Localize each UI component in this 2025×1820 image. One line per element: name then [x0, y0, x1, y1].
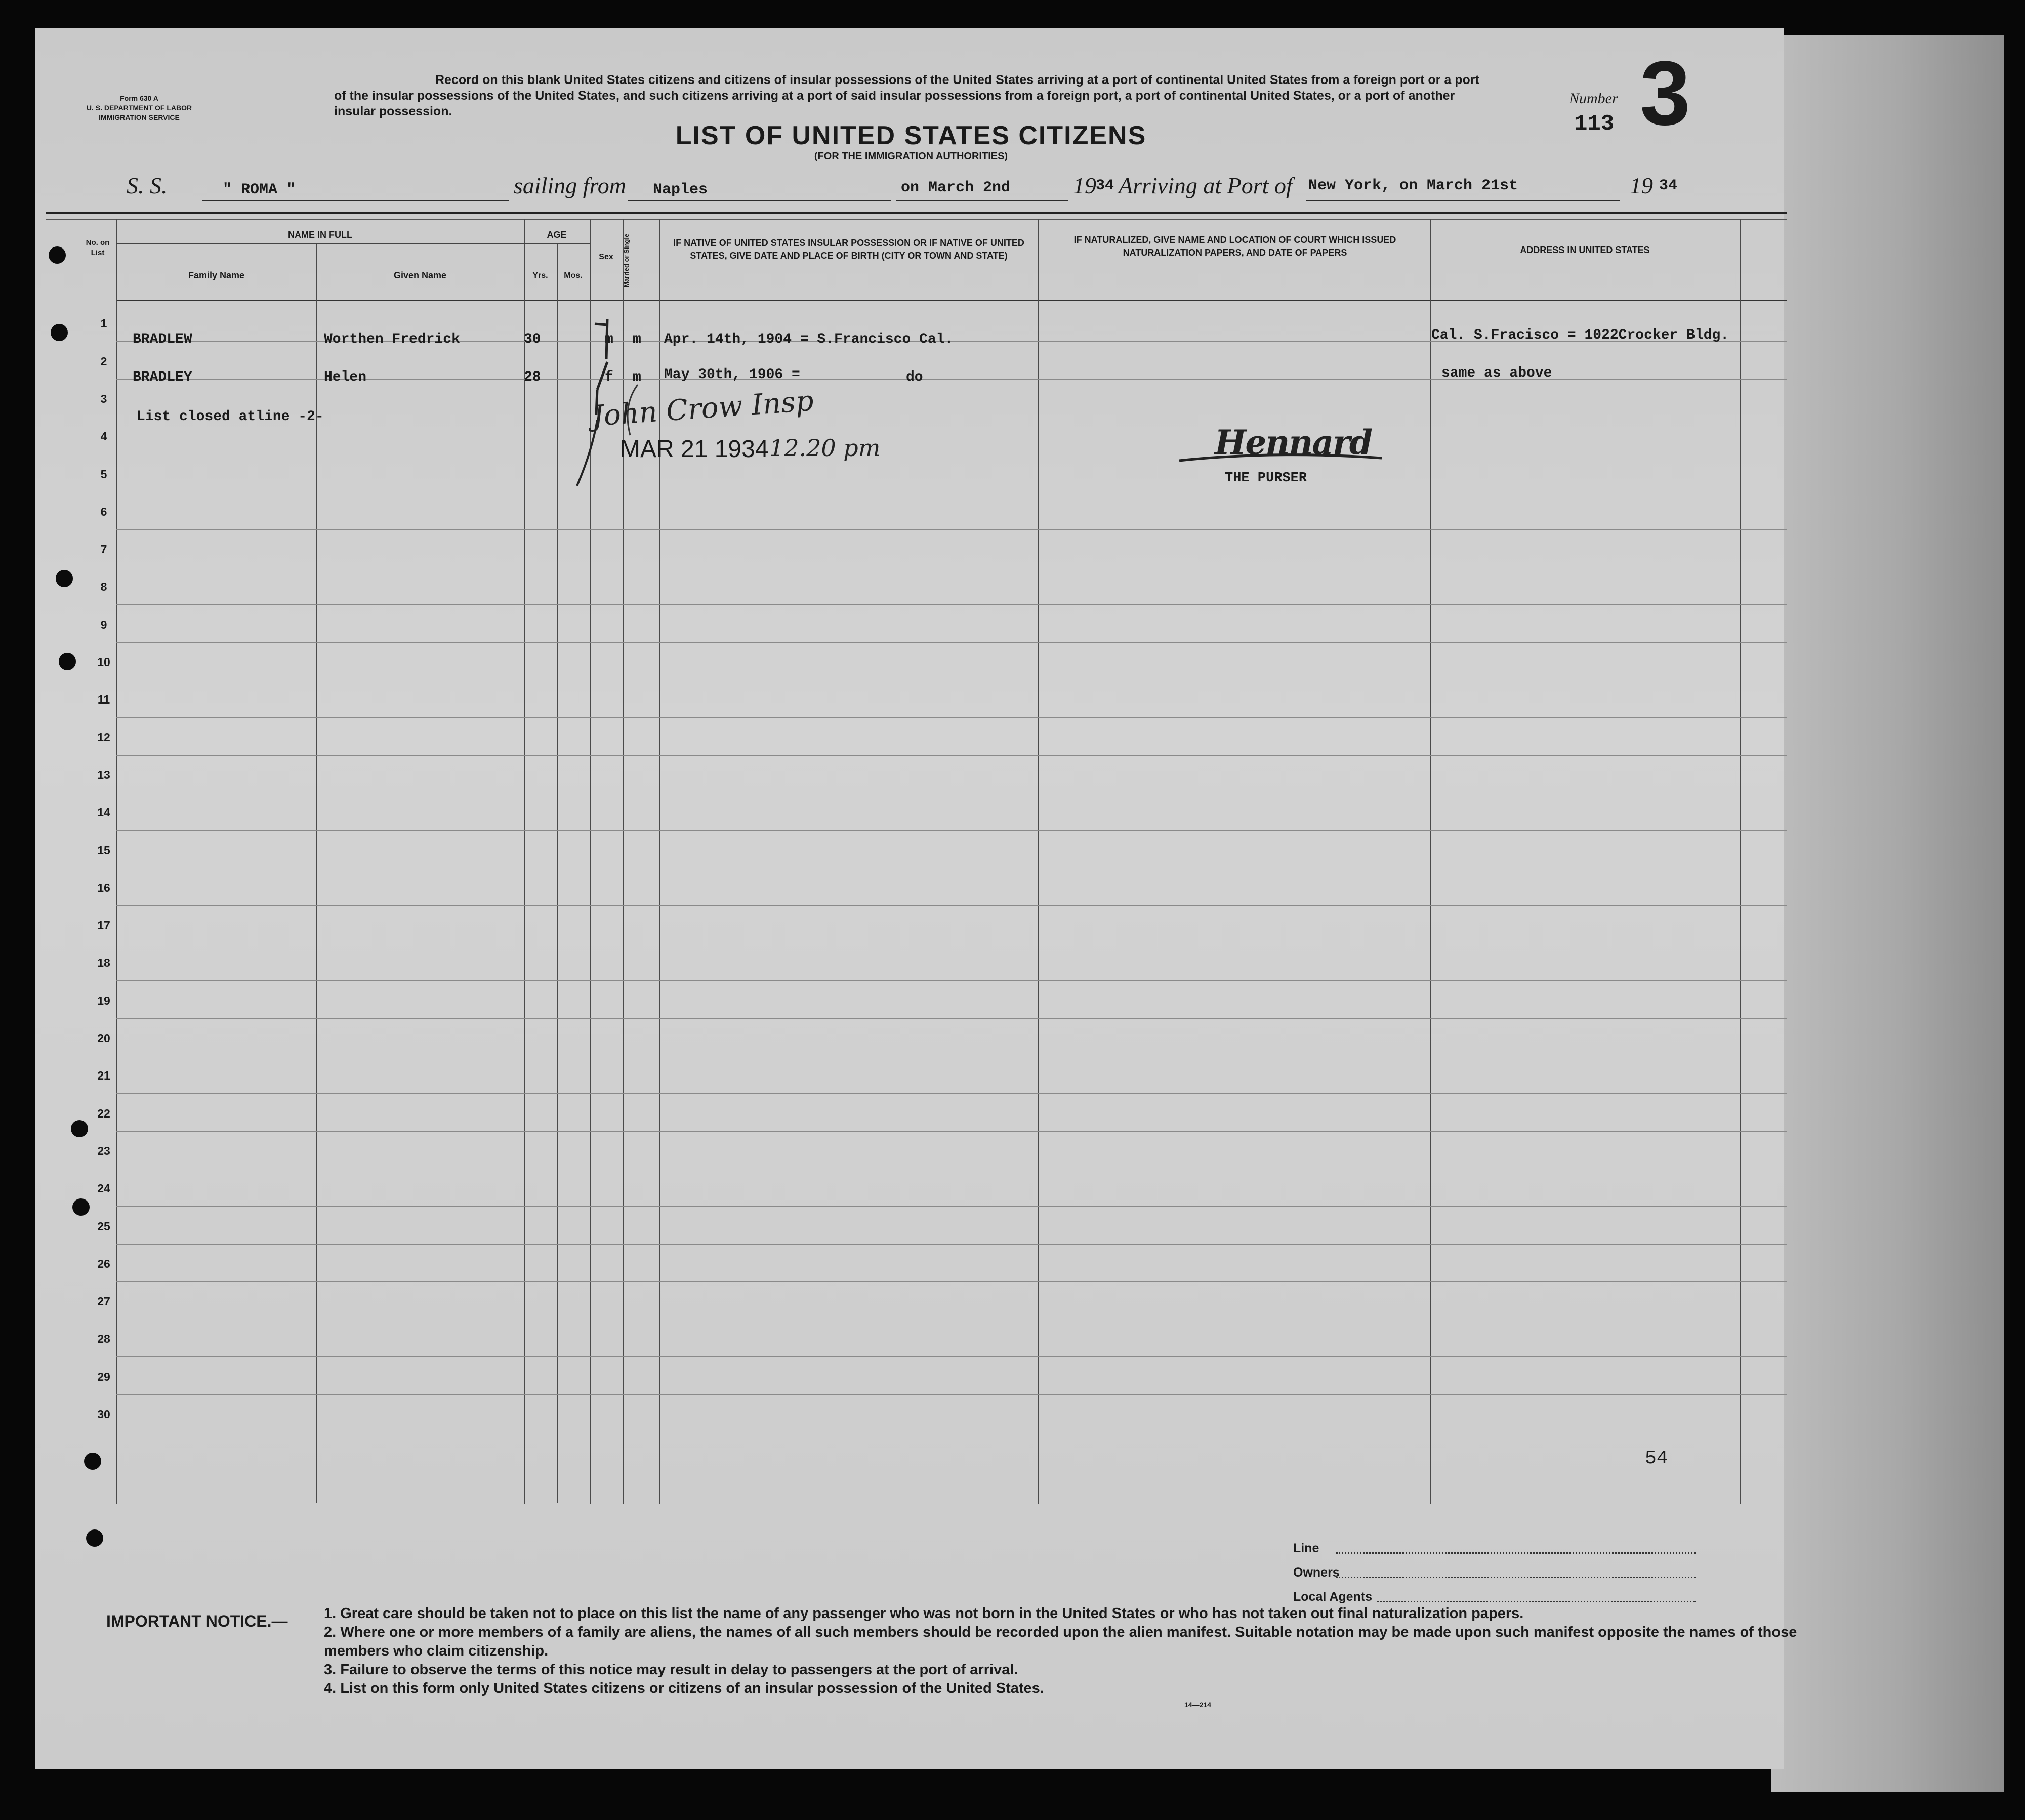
ruled-line [116, 1018, 1787, 1019]
owners-label: Owners [1293, 1565, 1340, 1580]
local-agents-label: Local Agents [1293, 1590, 1373, 1604]
ruled-line [116, 642, 1787, 643]
departure-year-prefix: 19 [1073, 173, 1096, 198]
department-name: U. S. DEPARTMENT OF LABOR [86, 104, 192, 112]
entry-2-address: same as above [1441, 365, 1552, 381]
arrival-port-date: New York, on March 21st [1308, 177, 1518, 194]
row-number: 26 [97, 1257, 110, 1270]
punch-hole [56, 570, 73, 587]
entry-2-birth-ditto: do [906, 369, 923, 385]
line-field[interactable] [1336, 1551, 1696, 1554]
entry-1-married: m [633, 332, 641, 347]
punch-hole [51, 324, 68, 341]
entry-1-family: BRADLEW [133, 332, 192, 347]
row-number: 19 [97, 994, 110, 1007]
row-number: 24 [97, 1182, 110, 1195]
notice-item-4: 4. List on this form only United States citizens or citizens of an insular possession of the United States. [324, 1680, 1044, 1697]
col-header-given: Given Name [393, 270, 447, 280]
col-header-married: Married or Single [623, 233, 630, 288]
entry-2-yrs: 28 [524, 369, 541, 385]
col-header-native: IF NATIVE OF UNITED STATES INSULAR POSSESSION OR IF NATIVE OF UNITED STATES, GIVE DATE AND PLACE OF BIRTH (CITY OR TOWN AND STATE) [673, 238, 1024, 261]
row-number: 14 [97, 806, 110, 819]
manifest-page [35, 28, 1784, 1769]
entry-1-given: Worthen Fredrick [324, 332, 460, 347]
notice-item-3: 3. Failure to observe the terms of this notice may result in delay to passengers at the port of arrival. [324, 1662, 1018, 1678]
ruled-line [116, 1281, 1787, 1282]
notice-heading: IMPORTANT NOTICE.— [106, 1612, 288, 1630]
sailing-from-label: sailing from [514, 173, 626, 198]
owners-field[interactable] [1336, 1576, 1696, 1578]
ruled-line [116, 755, 1787, 756]
col-header-name: NAME IN FULL [288, 230, 352, 240]
row-number: 29 [97, 1370, 110, 1383]
underlying-sheet [1771, 35, 2004, 1792]
form-number: Form 630 A [120, 94, 158, 102]
signature-underline [1174, 445, 1387, 466]
number-label: Number [1569, 90, 1618, 107]
row-number: 27 [97, 1295, 110, 1308]
row-number: 16 [97, 881, 110, 894]
row-number: 1 [100, 317, 107, 330]
line-label: Line [1293, 1541, 1319, 1555]
row-number: 9 [100, 617, 107, 631]
list-number: 3 [1640, 43, 1691, 144]
ruled-line [116, 717, 1787, 718]
departure-port: Naples [653, 181, 708, 198]
departure-year: 34 [1096, 177, 1114, 194]
ruled-line [116, 1356, 1787, 1357]
ruled-line [116, 1394, 1787, 1395]
arrival-year-prefix: 19 [1630, 173, 1653, 198]
col-header-sex: Sex [599, 253, 613, 261]
ruled-line [116, 1206, 1787, 1207]
entry-1-sex: m [605, 332, 613, 347]
entry-1-address: Cal. S.Fracisco = 1022Crocker Bldg. [1431, 327, 1729, 343]
row-number: 12 [97, 730, 110, 744]
entry-2-sex: f [605, 369, 613, 385]
entry-2-given: Helen [324, 369, 367, 385]
notice-item-1: 1. Great care should be taken not to place on this list the name of any passenger who was not born in the United States or who has not taken out final naturalization papers. [324, 1605, 1524, 1622]
row-number: 20 [97, 1031, 110, 1045]
list-closed-note: List closed atline -2- [137, 409, 324, 425]
entry-1-yrs: 30 [524, 332, 541, 347]
row-number: 4 [100, 430, 107, 443]
col-header-age: AGE [547, 230, 567, 240]
page-subtitle: (FOR THE IMMIGRATION AUTHORITIES) [814, 151, 1008, 162]
page-number: 54 [1645, 1447, 1668, 1469]
stamped-number: 113 [1574, 111, 1615, 137]
row-number: 6 [100, 505, 107, 518]
entry-2-birth: May 30th, 1906 = [664, 367, 800, 383]
ss-label: S. S. [127, 173, 168, 198]
ruled-line [116, 830, 1787, 831]
entry-2-married: m [633, 369, 641, 385]
row-number: 2 [100, 354, 107, 368]
row-number: 3 [100, 392, 107, 405]
row-number: 17 [97, 919, 110, 932]
row-number: 23 [97, 1144, 110, 1157]
print-code: 14—214 [1184, 1701, 1211, 1709]
col-header-naturalized: IF NATURALIZED, GIVE NAME AND LOCATION OF COURT WHICH ISSUED NATURALIZATION PAPERS, AND DATE OF PAPERS [1073, 235, 1396, 258]
local-agents-field[interactable] [1377, 1600, 1696, 1602]
inspector-signature: John Crow Insp [591, 384, 815, 433]
punch-hole [71, 1120, 88, 1137]
row-number: 10 [97, 655, 110, 669]
ruled-line [116, 1244, 1787, 1245]
punch-hole [84, 1453, 101, 1470]
ship-name: " ROMA " [223, 181, 296, 198]
inspection-time: 12.20 pm [769, 434, 881, 462]
departure-date: on March 2nd [901, 179, 1011, 196]
ruled-line [116, 980, 1787, 981]
arriving-label: Arriving at Port of [1119, 173, 1293, 198]
service-name: IMMIGRATION SERVICE [99, 113, 180, 121]
entry-1-birth: Apr. 14th, 1904 = S.Francisco Cal. [664, 332, 954, 347]
punch-hole [72, 1198, 90, 1216]
inspection-date-stamp: MAR 21 1934 [620, 436, 769, 463]
notice-item-2: 2. Where one or more members of a family are aliens, the names of all such members should be recorded upon the alien manifest. Suitable notation may be made upon such manifest opposite the names of those members who claim citizenship. [324, 1624, 1797, 1659]
row-number: 11 [97, 693, 110, 707]
purser-label: THE PURSER [1225, 471, 1307, 486]
col-header-mos: Mos. [564, 271, 583, 280]
ruled-line [116, 529, 1787, 530]
punch-hole [49, 246, 66, 264]
row-number: 7 [100, 543, 107, 556]
intro-instructions: Record on this blank United States citizens and citizens of insular possessions of the United States arriving at a port of continental United States from a foreign port or a port of the insular possessions of the United States, and such citizens arriving at a port of said insular possessions from a foreign port, a port of continental United States, or a port of another insular possession. [334, 73, 1479, 118]
row-number: 5 [100, 467, 107, 481]
ruled-line [116, 604, 1787, 605]
row-number: 18 [97, 956, 110, 970]
row-number: 25 [97, 1219, 110, 1233]
ruled-line [116, 1131, 1787, 1132]
col-header-address: ADDRESS IN UNITED STATES [1520, 245, 1650, 255]
row-number: 8 [100, 580, 107, 594]
col-header-no: No. on List [86, 238, 110, 257]
ruled-line [116, 905, 1787, 906]
punch-hole [59, 653, 76, 670]
purser-signature: Hennard [1215, 423, 1372, 462]
row-number: 30 [97, 1408, 110, 1421]
row-number: 21 [97, 1069, 110, 1083]
arrival-year: 34 [1659, 177, 1678, 194]
col-header-yrs: Yrs. [532, 271, 548, 280]
ruled-line [116, 1093, 1787, 1094]
row-number: 28 [97, 1332, 110, 1346]
form-identifier [76, 94, 202, 122]
row-number: 15 [97, 843, 110, 857]
punch-hole [86, 1529, 103, 1547]
page-title: LIST OF UNITED STATES CITIZENS [675, 121, 1147, 150]
row-number: 22 [97, 1106, 110, 1120]
entry-2-family: BRADLEY [133, 369, 192, 385]
row-number: 13 [97, 768, 110, 781]
col-header-family: Family Name [188, 270, 245, 280]
